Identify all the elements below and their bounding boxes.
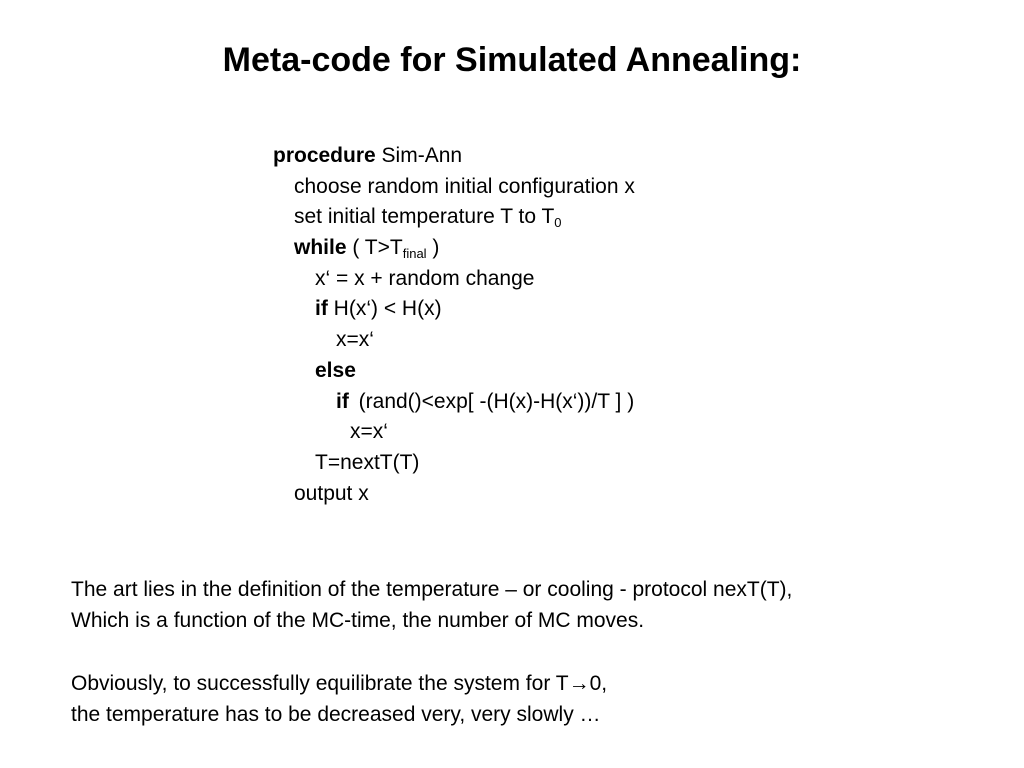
note-line: Which is a function of the MC-time, the number of MC moves. — [71, 609, 645, 632]
code-line-choose: choose random initial configuration x — [294, 174, 635, 198]
inner-if-condition: (rand()<exp[ -(H(x)-H(x‘))/T ] ) — [352, 389, 635, 413]
note-line: Obviously, to successfully equilibrate the system for T→0, — [71, 672, 608, 695]
pseudocode-block — [273, 141, 635, 509]
code-line-output: output x — [294, 481, 369, 505]
code-line-accept-metropolis: x=x‘ — [350, 420, 388, 444]
set-temperature-text: set initial temperature T to T — [294, 205, 555, 229]
code-line-set-temperature — [273, 202, 635, 233]
note-paragraph-slow-cooling — [71, 668, 607, 730]
procedure-name: Sim-Ann — [375, 144, 463, 167]
keyword-else: else — [315, 358, 356, 382]
keyword-while: while — [294, 236, 347, 260]
if-condition: H(x‘) < H(x) — [327, 297, 442, 321]
keyword-procedure: procedure — [273, 144, 376, 167]
code-line-else — [273, 356, 635, 387]
code-line-inner-if — [273, 387, 635, 418]
note-paragraph-cooling-protocol — [71, 574, 792, 636]
t-final-subscript: final — [402, 246, 427, 262]
note-line: The art lies in the definition of the temperature – or cooling - protocol nexT(T), — [71, 578, 793, 601]
keyword-inner-if: if — [336, 389, 349, 413]
code-line-procedure — [273, 141, 635, 172]
keyword-if: if — [315, 297, 328, 321]
t0-subscript: 0 — [554, 215, 562, 231]
code-line-while — [273, 233, 635, 264]
while-condition-close: ) — [426, 236, 440, 260]
code-line-random-change: x‘ = x + random change — [315, 266, 535, 290]
code-line-if — [273, 294, 635, 325]
code-line-accept: x=x‘ — [336, 328, 374, 352]
while-condition: ( T>T — [346, 236, 403, 260]
code-line-next-temperature: T=nextT(T) — [315, 450, 420, 474]
note-line: the temperature has to be decreased very, very slowly … — [71, 703, 601, 726]
slide-title: Meta-code for Simulated Annealing: — [222, 41, 802, 79]
